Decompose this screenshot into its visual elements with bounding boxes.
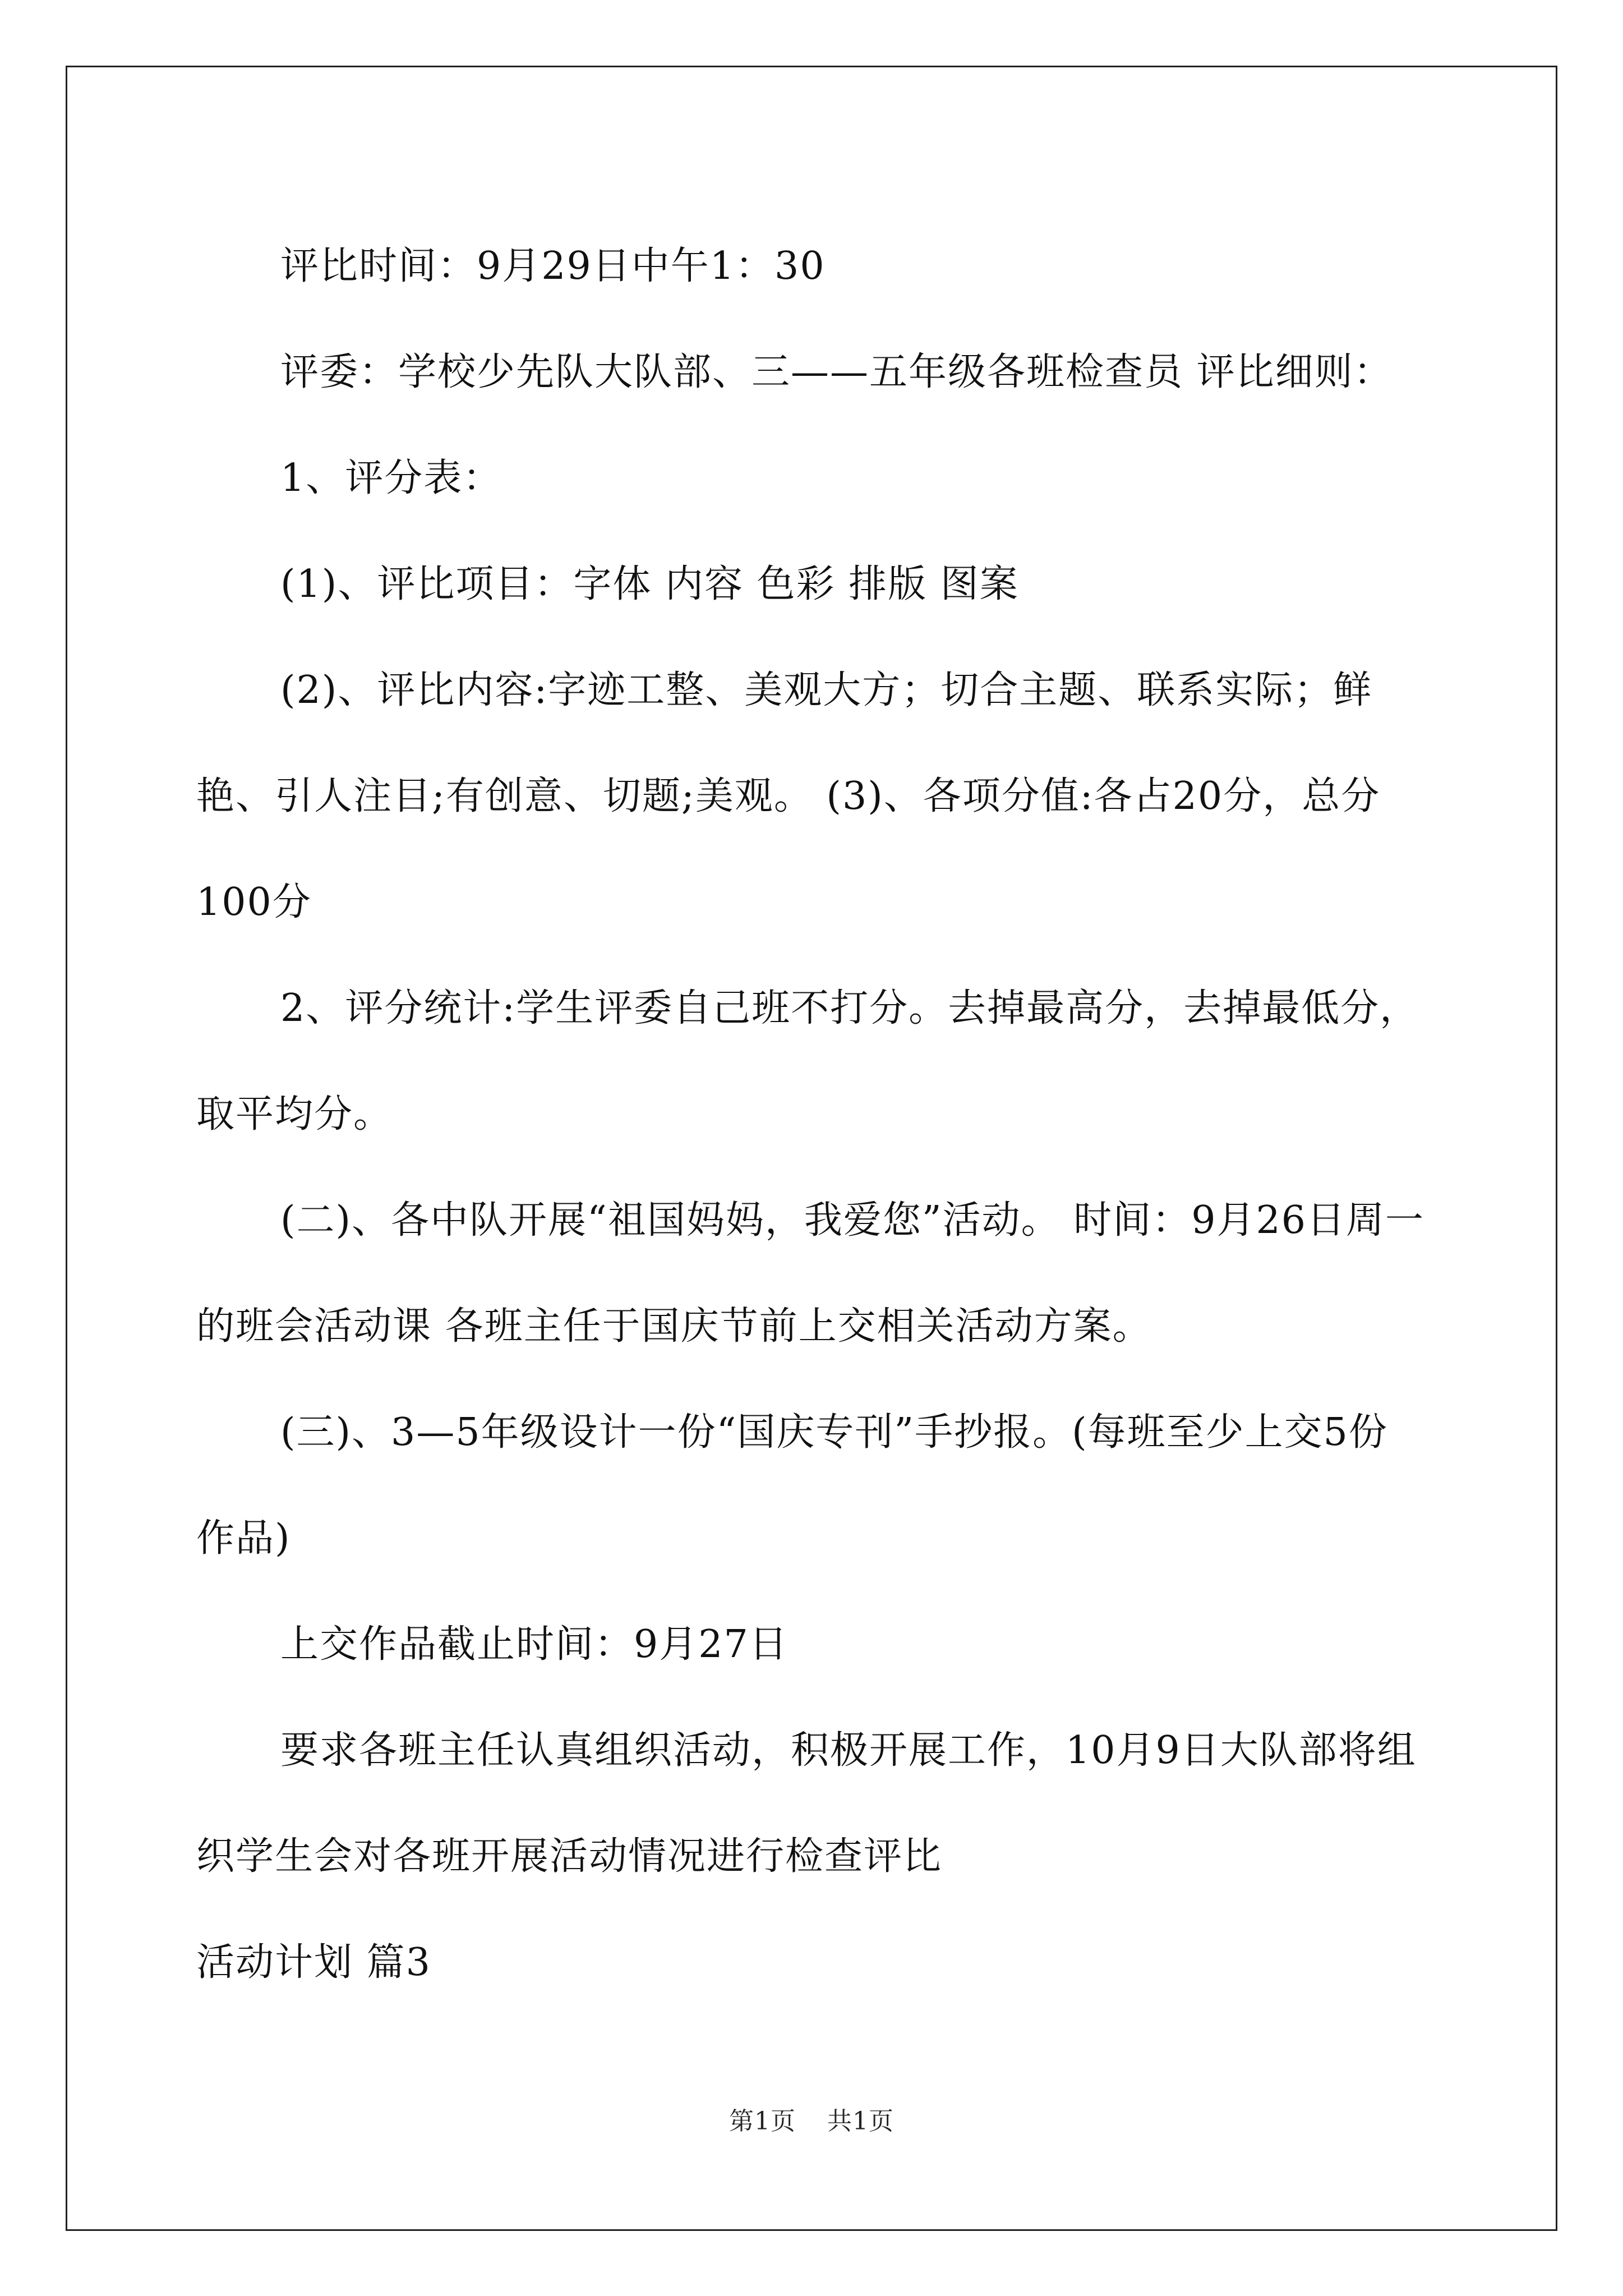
paragraph-eval-items: (1)、评比项目：字体 内容 色彩 排版 图案: [280, 562, 1019, 606]
paragraph-judges: 评委：学校少先队大队部、三——五年级各班检查员 评比细则：: [280, 350, 1393, 394]
paragraph-score-table: 1、评分表：: [280, 456, 502, 500]
page-footer: [0, 2101, 1623, 2137]
paragraph-deadline: 上交作品截止时间：9月27日: [280, 1622, 789, 1667]
page-total: 共1页: [827, 2107, 894, 2136]
page-number: 第1页: [729, 2107, 796, 2136]
document-body: [196, 213, 1424, 2016]
paragraph-eval-content: (2)、评比内容:字迹工整、美观大方；切合主题、联系实际；鲜艳、引人注目;有创意、切题;美观。 (3)、各项分值:各占20分，总分100分: [196, 668, 1381, 924]
paragraph-requirements: 要求各班主任认真组织活动，积极开展工作，10月9日大队部将组织学生会对各班开展活动情况进行检查评比: [196, 1728, 1417, 1879]
paragraph-squadron-activity: (二)、各中队开展“祖国妈妈，我爱您”活动。 时间：9月26日周一的班会活动课 各班主任于国庆节前上交相关活动方案。: [196, 1198, 1424, 1349]
section-heading: 活动计划 篇3: [196, 1940, 431, 1985]
paragraph-eval-time: 评比时间：9月29日中午1：30: [280, 244, 826, 288]
paragraph-score-stats: 2、评分统计:学生评委自己班不打分。去掉最高分，去掉最低分，取平均分。: [196, 986, 1419, 1137]
paragraph-handwritten-paper: (三)、3—5年级设计一份“国庆专刊”手抄报。(每班至少上交5份作品): [196, 1410, 1388, 1561]
